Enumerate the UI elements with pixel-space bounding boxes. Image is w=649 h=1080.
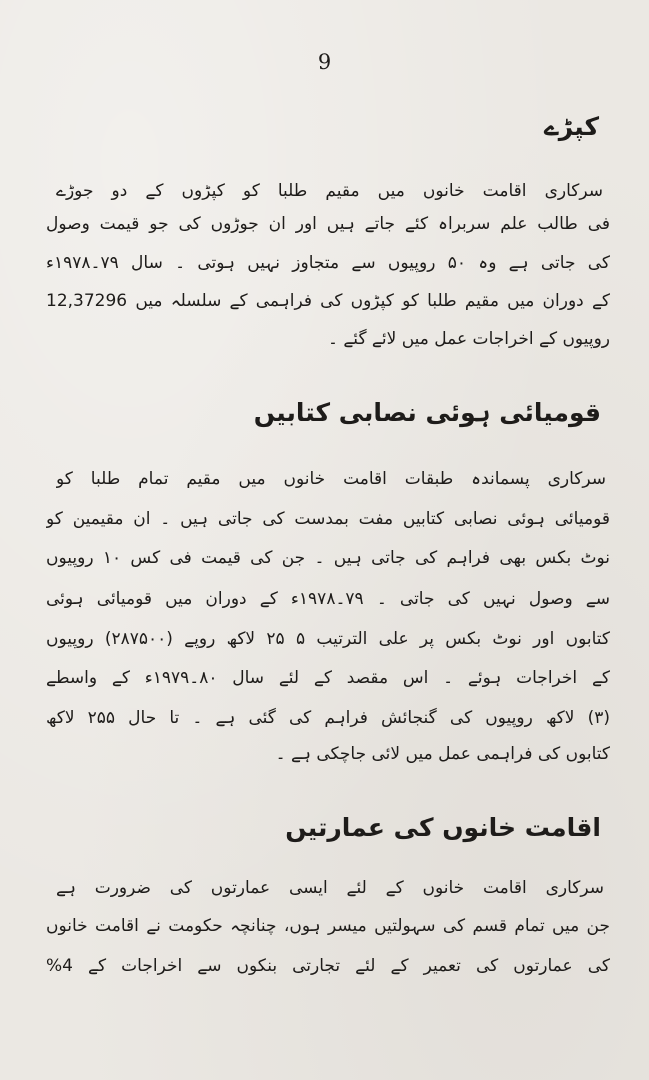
paragraph-line: کے اخراجات ہوئے ۔ اس مقصد کے لئے سال ۸۰۔۱۹۷۹ء کے واسطے (46, 668, 610, 688)
paragraph-line: جن میں تمام قسم کی سہولتیں میسر ہوں، چنانچہ حکومت نے اقامت خانوں (46, 916, 610, 936)
paragraph-line: کتابوں کی فراہمی عمل میں لائی جاچکی ہے ۔ (275, 744, 610, 764)
paragraph-line: قومیائی ہوئی نصابی کتابیں مفت بمدست کی جاتی ہیں ۔ ان مقیمین کو (46, 509, 610, 529)
section-heading-clothes: کپڑے (544, 112, 599, 141)
page-number: 9 (317, 50, 332, 74)
paragraph-line: کے دوران میں مقیم طلبا کو کپڑوں کی فراہمی کے سلسلہ میں 12,37296 (46, 291, 610, 311)
paragraph-line: کتابوں اور نوٹ بکس پر علی الترتیب ۵ ۲۵ لاکھ روپے (۲۸۷۵۰۰) روپیوں (46, 629, 610, 649)
paragraph-line: کی جاتی ہے وہ ۵۰ روپیوں سے متجاوز نہیں ہوتی ۔ سال ۷۹۔۱۹۷۸ء (46, 253, 610, 273)
paragraph-line: سرکاری پسماندہ طبقات اقامت خانوں میں مقیم تمام طلبا کو (56, 469, 606, 489)
paragraph-line: فی طالب علم سربراہ کئے جاتے ہیں اور ان جوڑوں کی جو قیمت وصول (46, 214, 610, 234)
paragraph-line: (۳) لاکھ روپیوں کی گنجائش فراہم کی گئی ہے ۔ تا حال ۲۵۵ لاکھ (46, 708, 610, 728)
paragraph-line: سے وصول نہیں کی جاتی ۔ ۷۹۔۱۹۷۸ء کے دوران میں قومیائی ہوئی (46, 589, 610, 609)
paragraph-line: سرکاری اقامت خانوں کے لئے ایسی عمارتوں کی ضرورت ہے (56, 878, 604, 898)
paragraph-line: روپیوں کے اخراجات عمل میں لائے گئے ۔ (327, 329, 610, 349)
section-heading-nationalized-textbooks: قومیائی ہوئی نصابی کتابیں (253, 398, 601, 427)
paragraph-line: کی عمارتوں کی تعمیر کے لئے تجارتی بنکوں سے اخراجات کے 4% (46, 956, 610, 976)
section-heading-hostel-buildings: اقامت خانوں کی عمارتیں (285, 813, 601, 842)
paragraph-line: نوٹ بکس بھی فراہم کی جاتی ہیں ۔ جن کی قیمت فی کس ۱۰ روپیوں (46, 548, 610, 568)
paragraph-line: سرکاری اقامت خانوں میں مقیم طلبا کو کپڑوں کے دو جوڑے (56, 181, 603, 201)
